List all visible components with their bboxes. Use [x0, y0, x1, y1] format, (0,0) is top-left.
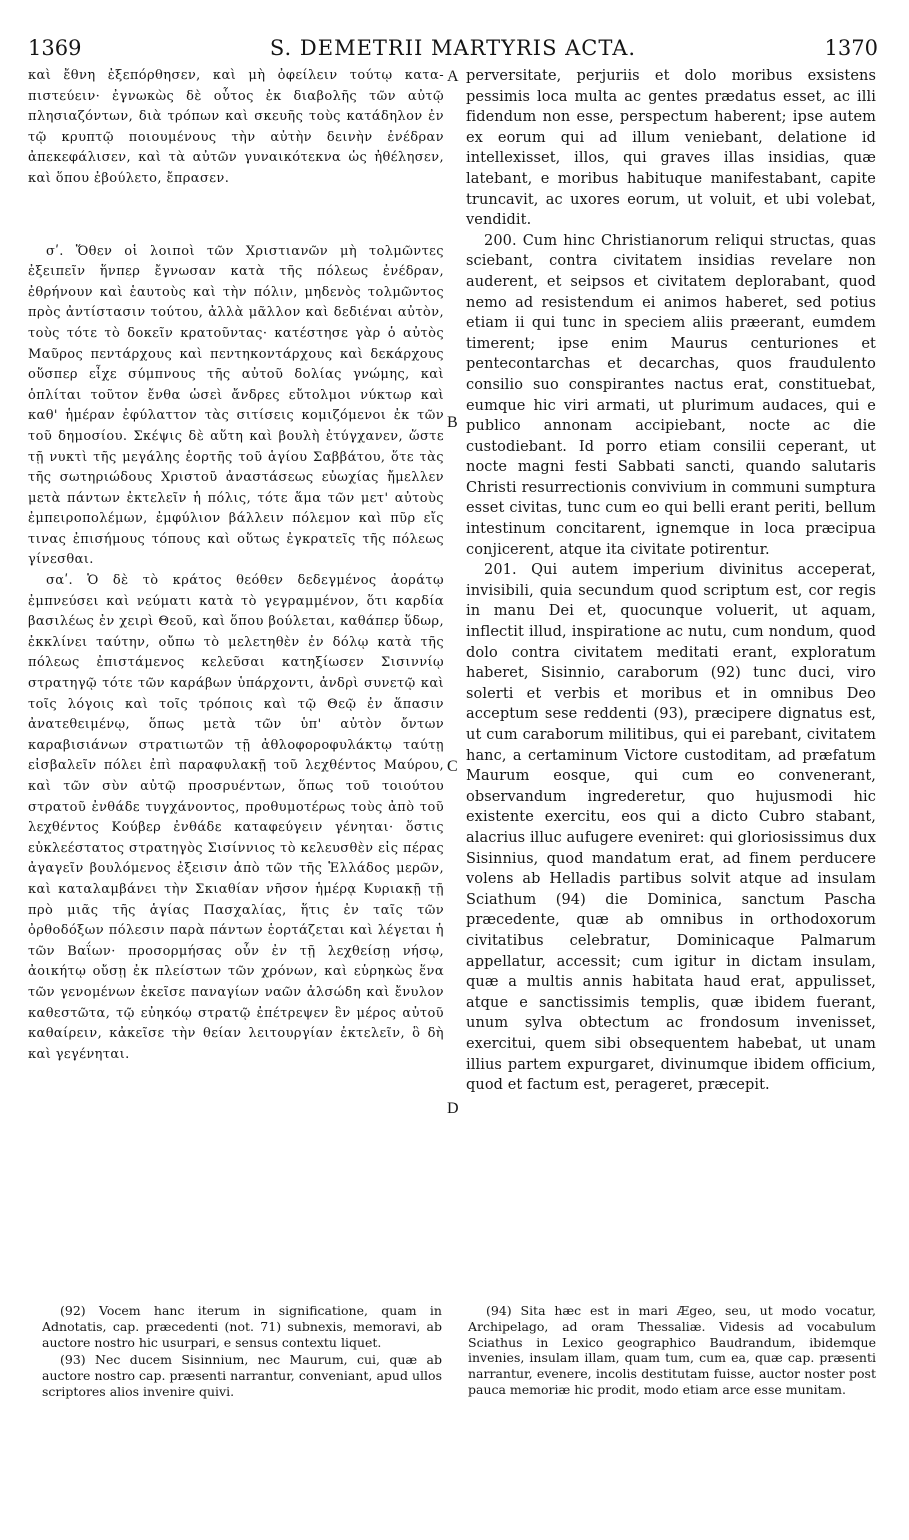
latin-paragraph-201: 201. Qui autem imperium divinitus acceperat, invisibili, quia secundum quod scriptum est, cor regis in manu Dei et, quocunque voluerit, ut aquam, inflectit illud, inspiratione ac nutu, cum nondum, quod dolo contra civitatem meditati erant, exploratum haberet, Sisinnio, caraborum (92) tunc duci, viro solerti et verbis et moribus et in omnibus Deo acceptum sese reddenti (93), præcipere dignatus est, ut cum caraborum militibus, qui ei parebant, civitatem hanc, a certaminum Victore custoditam, ad præfatum Maurum eosque, qui cum eo convenerant, observandum ingrederetur, quo hujusmodi hic existente exercitu, eos qui a dicto Cubro stabant, alacrius illuc aufugere eveniret: qui gloriosissimus dux Sisinnius, quod mandatum erat, ad finem perducere volens ab Helladis partibus solvit atque ad insulam Sciathum (94) die Dominica, sanctum Pascha præcedente, quæ ab omnibus in orthodoxorum civitatibus celebratur, Dominicaque Palmarum appellatur, accessit; cum igitur in dictam insulam, quæ a multis annis habitata haud erat, appulisset, atque e sanctissimis templis, quæ ibidem fuerant, unum sylva obtectum ac frondosum invenisset, exercitui, quem sibi obsequentem habebat, ut unam illius partem expurgaret, divinumque ibidem officium, quod et factum est, perageret, præcepit.: [466, 562, 876, 1094]
margin-letter-d: D: [447, 1100, 459, 1117]
footnotes-left: [42, 1303, 442, 1402]
greek-intro-paragraph: καὶ ἔθνη ἐξεπόρθησεν, καὶ μὴ ὀφείλειν τούτῳ κατα-πιστεύειν· ἐγνωκὼς δὲ οὗτος ἐκ διαβολῆς τῶν αὐτῷ πλησιαζόντων, διὰ τρόπων καὶ σκευῆς τοὺς κατάδηλον ἐν τῷ κρυπτῷ ποιουμένους τὴν αὐτὴν δεινὴν ἐνέδραν ἀπεκεφάλισεν, καὶ τὰ αὐτῶν γυναικότεκνα ὡς ἠθέλησεν, καὶ ὅπου ἐβούλετο, ἔπρασεν.: [28, 68, 444, 186]
margin-letter-c: C: [447, 758, 458, 775]
page-number-left: 1369: [28, 36, 82, 60]
margin-letter-b: B: [447, 414, 458, 431]
latin-column: [466, 66, 876, 1096]
footnote-93: (93) Nec ducem Sisinnium, nec Maurum, cui, quæ ab auctore nostro cap. præsenti narrantur, conveniant, apud ullos scriptores alios invenire quivi.: [42, 1352, 442, 1399]
footnote-92: (92) Vocem hanc iterum in significatione, quam in Adnotatis, cap. præcedenti (not. 71) subnexis, memoravi, ab auctore nostro hic usurpari, e sensus contextu liquet.: [42, 1303, 442, 1350]
greek-column: [28, 66, 444, 1065]
greek-paragraph-200: σʹ. Ὅθεν οἱ λοιποὶ τῶν Χριστιανῶν μὴ τολμῶντες ἐξειπεῖν ἥνπερ ἔγνωσαν κατὰ τῆς πόλεως ἐνέδραν, ἐθρήνουν καὶ ἑαυτοὺς καὶ τὴν πόλιν, μηδενὸς τολμῶντος πρὸς ἀντίστασιν τούτου, ἀλλὰ μᾶλλον καὶ δεδιέναι αὐτὸν, τοὺς τότε τὸ δοκεῖν κρατοῦντας· κατέστησε γὰρ ὁ αὐτὸς Μαῦρος πεντάρχους καὶ πεντηκοντάρχους καὶ δεκάρχους οὕσπερ εἶχε σύμπνους τῆς αὐτοῦ δολίας γνώμης, καὶ ὁπλίται τοῦτον ἔνθα ὡσεὶ ἄνδρες εὔτολμοι νύκτωρ καὶ καθ' ἡμέραν ἐφύλαττον τὰς σιτίσεις κομιζόμενοι ἐκ τῶν τοῦ δημοσίου. Σκέψις δὲ αὕτη καὶ βουλὴ ἐτύγχανεν, ὥστε τῇ νυκτὶ τῆς μεγάλης ἑορτῆς τοῦ ἁγίου Σαββάτου, ὅτε τὰς τῆς σωτηριώδους Χριστοῦ ἀναστάσεως εὐωχίας ἤμελλεν μετὰ πάντων ἐκτελεῖν ἡ πόλις, τότε ἅμα τῶν μετ' αὐτοὺς ἐμπειροπολέμων, ἐμφύλιον βάλλειν πόλεμον καὶ πῦρ εἴς τινας ἐπισήμους τόπους καὶ οὕτως ἐγκρατεῖς τῆς πόλεως γίνεσθαι.: [28, 243, 444, 568]
page-number-right: 1370: [824, 36, 878, 60]
latin-paragraph-200: 200. Cum hinc Christianorum reliqui structas, quas sciebant, contra civitatem insidias revelare non auderent, et seipsos et civitatem deplorabant, quod nemo ad resistendum ei animos haberet, sed potius etiam ii qui tunc in speciem aliis præerant, eumdem timerent; ipse enim Maurus centuriones et pentecontarchas et decarchas, quos fraudulento consilio suo conspirantes nactus erat, constituebat, eumque hic viri armati, ut plurimum audaces, qui e publico annonam accipiebant, nocte ac die custodiebant. Id porro etiam consilii ceperant, ut nocte magni festi Sabbati sancti, quando salutaris Christi resurrectionis convivium in communi sumptura esset civitas, tunc cum eo qui belli erant periti, bellum intestinum concitarent, ignemque in loca præcipua conjicerent, atque ita civitate potirentur.: [466, 232, 876, 558]
running-title: S. DEMETRII MARTYRIS ACTA.: [269, 36, 637, 60]
footnotes-right: [468, 1303, 876, 1400]
latin-intro-paragraph: perversitate, perjuriis et dolo moribus exsistens pessimis loca multa ac gentes prædatus esset, ac illi fidendum non esse, perspectum haberent; ipse autem ex eorum qui ad illum veniebant, delatione id intellexisset, illos, qui graves illas insidias, quæ latebant, e moribus habituque manifestabant, capite truncavit, ac uxores eorum, ut voluit, et ubi volebat, vendidit.: [466, 68, 876, 229]
footnote-94: (94) Sita hæc est in mari Ægeo, seu, ut modo vocatur, Archipelago, ad oram Thessaliæ. Videsis ad vocabulum Sciathus in Lexico geographico Baudrandum, ibidemque invenies, insulam illam, quam tum, cum ea, quæ cap. præsenti narrantur, evenere, incolis destitutam fuisse, auctor noster post pauca memoriæ hic prodit, modo etiam arce esse munitam.: [468, 1303, 876, 1397]
margin-letter-a: A: [447, 68, 459, 85]
running-header: [28, 36, 878, 62]
greek-paragraph-201: σαʹ. Ὁ δὲ τὸ κράτος θεόθεν δεδεγμένος ἀοράτῳ ἐμπνεύσει καὶ νεύματι κατὰ τὸ γεγραμμένον, ὅτι καρδία βασιλέως ἐν χειρὶ Θεοῦ, καὶ ὅπου βούλεται, καθάπερ ὕδωρ, ἐκκλίνει ταύτην, οὔπω τὸ μελετηθὲν ἐν δόλῳ κατὰ τῆς πόλεως ἐπιστάμενος κελεῦσαι κατηξίωσεν Σισιννίῳ στρατηγῷ τότε τῶν καράβων ὑπάρχοντι, ἀνδρὶ συνετῷ καὶ τοῖς λόγοις καὶ τοῖς τρόποις καὶ τῷ Θεῷ ἐν ἅπασιν ἀνατεθειμένῳ, ὅπως μετὰ τῶν ὑπ' αὐτὸν ὄντων καραβισιάνων στρατιωτῶν τῇ ἀθλοφοροφυλάκτῳ ταύτῃ εἰσβαλεῖν πόλει ἐπὶ παραφυλακῇ τοῦ λεχθέντος Μαύρου, καὶ τῶν σὺν αὐτῷ προσρυέντων, ὅπως τοῦ τοιούτου στρατοῦ ἐνθάδε τυγχάνοντος, προθυμοτέρως τοὺς ἀπὸ τοῦ λεχθέντος Κούβερ ἐνθάδε καταφεύγειν γένηται· ὅστις εὐκλεέστατος στρατηγὸς Σισίννιος τὸ κελευσθὲν εἰς πέρας ἀγαγεῖν βουλόμενος ἐξεισιν ἀπὸ τῶν τῆς Ἑλλάδος μερῶν, καὶ καταλαμβάνει τὴν Σκιαθίαν νῆσον ἡμέρᾳ Κυριακῇ τῇ πρὸ μιᾶς τῆς ἁγίας Πασχαλίας, ἥτις ἐν ταῖς τῶν ὀρθοδόξων πόλεσιν παρὰ πάντων ἑορτάζεται καὶ λέγεται ἡ τῶν Βαΐων· προσορμήσας οὖν ἐν τῇ λεχθείσῃ νήσῳ, ἀοικήτῳ οὔσῃ ἐκ πλείστων τῶν χρόνων, καὶ εὑρηκὼς ἕνα τῶν γενομένων ἐκεῖσε παναγίων ναῶν ἀλσώδη καὶ ἔνυλον καθεστῶτα, τῷ εὐηκόῳ στρατῷ ἐπέτρεψεν ἓν μέρος αὐτοῦ καθαίρειν, κἀκεῖσε τὴν θείαν λειτουργίαν ἐκτελεῖν, ὃ δὴ καὶ γεγένηται.: [28, 573, 444, 1062]
